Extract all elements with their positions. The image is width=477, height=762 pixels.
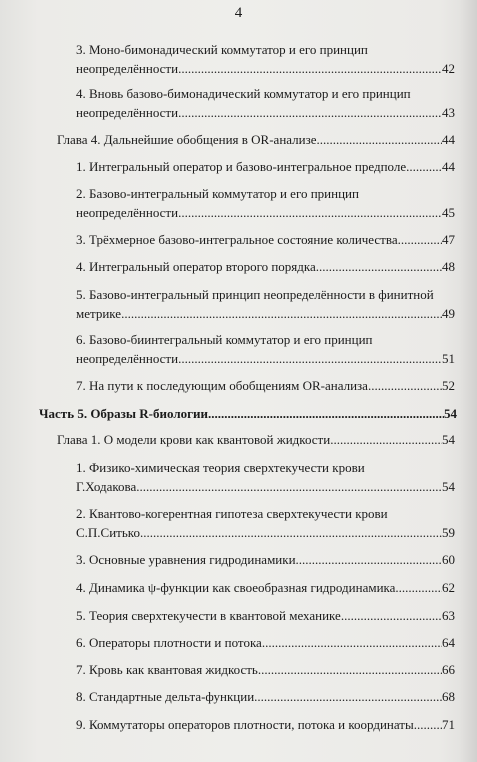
toc-entry[interactable] [76, 660, 455, 679]
toc-entry-title: 4. Интегральный оператор второго порядка [76, 259, 316, 274]
toc-entry-title: 3. Основные уравнения гидродинамики [76, 552, 296, 567]
toc-entry-page: 68 [442, 689, 455, 704]
toc-entry[interactable] [76, 330, 455, 368]
toc-entry[interactable] [76, 633, 455, 652]
toc-entry-title: неопределённости [76, 205, 179, 220]
toc-chapter-title: Глава 1. О модели крови как квантовой жидкости [57, 432, 331, 447]
toc-entry-page: 60 [442, 552, 455, 567]
toc-part-title: Часть 5. Образы R-биологии [39, 406, 208, 421]
toc-entry-title: 6. Операторы плотности и потока [76, 635, 262, 650]
toc-entry[interactable] [76, 84, 455, 122]
toc-entry-page: 44 [442, 159, 455, 174]
toc-chapter[interactable] [57, 430, 455, 449]
toc-entry-page: 71 [442, 717, 455, 732]
toc-entry-title: 7. Кровь как квантовая жидкость [76, 662, 258, 677]
toc-entry[interactable] [76, 687, 455, 706]
toc-entry-title: 8. Стандартные дельта-функции [76, 689, 255, 704]
page-edge-shadow [459, 0, 477, 762]
toc-entry-page: 54 [442, 479, 455, 494]
toc-entry-page: 66 [442, 662, 455, 677]
toc-part[interactable] [39, 404, 457, 423]
toc-entry[interactable] [76, 230, 455, 249]
toc-entry-page: 43 [442, 105, 455, 120]
toc-entry-page: 54 [442, 432, 455, 447]
toc-entry-page: 62 [442, 580, 455, 595]
toc-entry-line: 4. Вновь базово-бимонадический коммутатор и его принцип [76, 86, 411, 101]
toc-entry[interactable] [76, 376, 455, 395]
toc-entry-title: Г.Ходакова [76, 479, 137, 494]
toc-entry-line: 6. Базово-биинтегральный коммутатор и его принцип [76, 332, 373, 347]
toc-entry-page: 63 [442, 608, 455, 623]
toc-entry-title: неопределённости [76, 351, 179, 366]
toc-entry-page: 51 [442, 351, 455, 366]
toc-entry-title: 1. Интегральный оператор и базово-интегральное предполе [76, 159, 407, 174]
toc-entry[interactable] [76, 606, 455, 625]
toc-entry-page: 44 [442, 132, 455, 147]
toc-entry-page: 49 [442, 306, 455, 321]
toc-entry[interactable] [76, 184, 455, 222]
toc-entry-line: 3. Моно-бимонадический коммутатор и его принцип [76, 42, 368, 57]
toc-entry-page: 59 [442, 525, 455, 540]
toc-entry-title: метрике [76, 306, 122, 321]
toc-entry-page: 64 [442, 635, 455, 650]
toc-entry[interactable] [76, 257, 455, 276]
toc-entry-page: 48 [442, 259, 455, 274]
toc-entry-title: 7. На пути к последующим обобщениям OR-анализа [76, 378, 368, 393]
toc-entry[interactable] [76, 458, 455, 496]
toc-entry-title: 4. Динамика ψ-функции как своеобразная гидродинамика [76, 580, 396, 595]
page-number: 4 [234, 5, 243, 21]
toc-entry-title: 5. Теория сверхтекучести в квантовой механике [76, 608, 341, 623]
toc-entry[interactable] [76, 504, 455, 542]
toc-entry-title: С.П.Ситько [76, 525, 140, 540]
toc-entry[interactable] [76, 157, 455, 176]
toc-entry[interactable] [76, 40, 455, 78]
toc-entry[interactable] [76, 578, 455, 597]
toc-entry-page: 45 [442, 205, 455, 220]
toc-chapter[interactable] [57, 130, 455, 149]
toc-entry-title: 3. Трёхмерное базово-интегральное состояние количества [76, 232, 398, 247]
toc-entry-page: 52 [442, 378, 455, 393]
toc-entry-title: 9. Коммутаторы операторов плотности, потока и координаты [76, 717, 414, 732]
toc-entry-page: 42 [442, 61, 455, 76]
toc-entry-line: 2. Базово-интегральный коммутатор и его принцип [76, 186, 359, 201]
toc-entry-title: неопределённости [76, 105, 179, 120]
toc-entry-title: неопределённости [76, 61, 179, 76]
toc-entry-page: 47 [442, 232, 455, 247]
toc-entry[interactable] [76, 715, 455, 734]
toc-entry[interactable] [76, 285, 455, 323]
toc-entry-page: 54 [444, 406, 457, 421]
toc-entry[interactable] [76, 550, 455, 569]
toc-entry-line: 2. Квантово-когерентная гипотеза сверхтекучести крови [76, 506, 388, 521]
toc-entry-line: 1. Физико-химическая теория сверхтекучести крови [76, 460, 365, 475]
toc-chapter-title: Глава 4. Дальнейшие обобщения в OR-анализе [57, 132, 317, 147]
toc-entry-line: 5. Базово-интегральный принцип неопределённости в финитной [76, 287, 434, 302]
